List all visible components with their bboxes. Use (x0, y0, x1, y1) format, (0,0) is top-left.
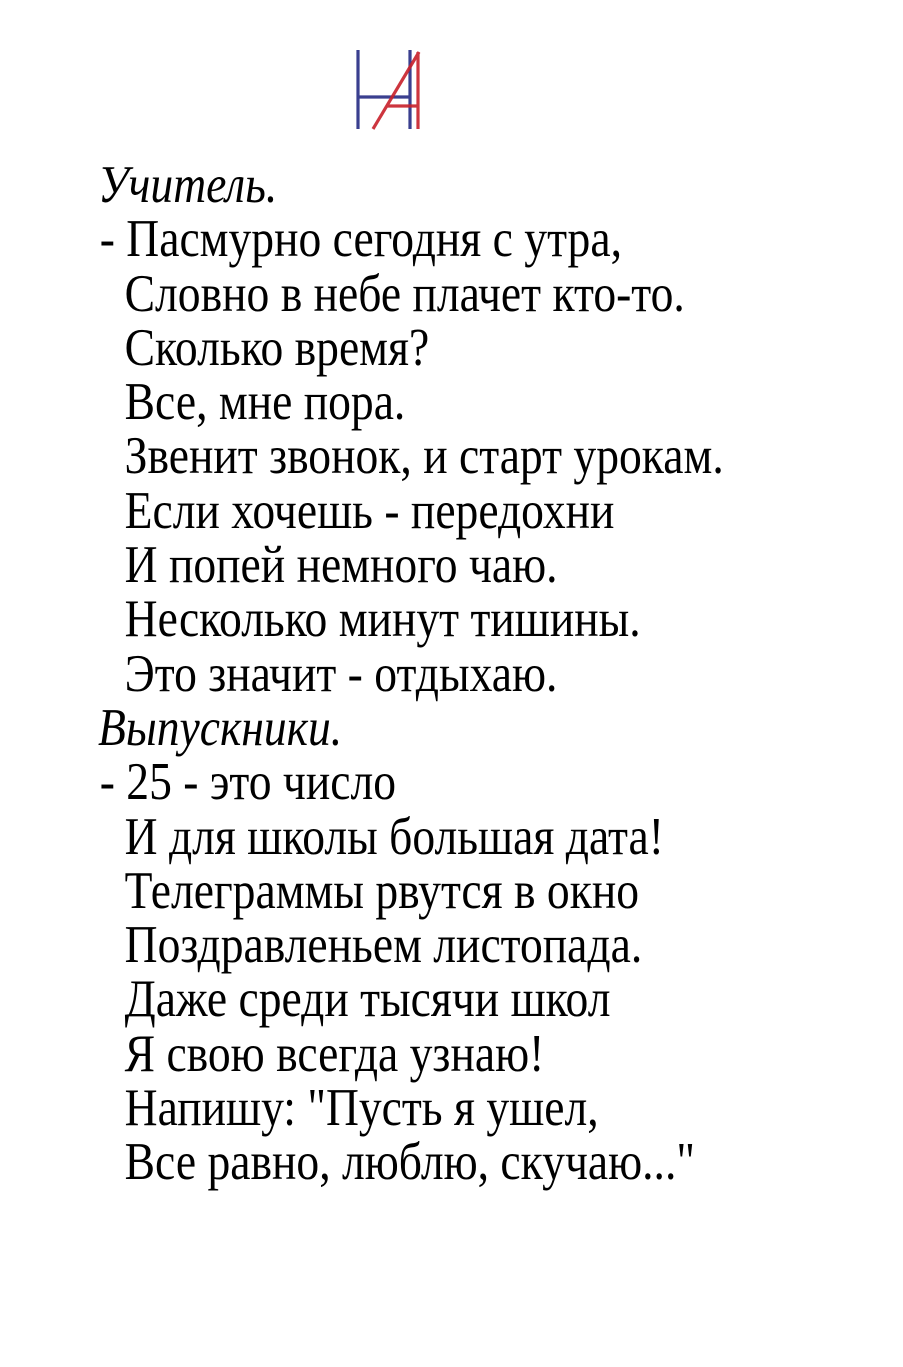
poem-line: Напишу: "Пусть я ушел, (124, 1079, 599, 1138)
poem-line: Даже среди тысячи школ (124, 970, 611, 1029)
poem-line: Все равно, люблю, скучаю..." (124, 1133, 695, 1192)
poem-line: - Пасмурно сегодня с утра, (99, 210, 622, 269)
poem-line: Я свою всегда узнаю! (124, 1024, 545, 1083)
poem-line: Поздравленьем листопада. (124, 916, 643, 975)
poem-line: Несколько минут тишины. (124, 590, 641, 649)
poem-line: - 25 - это число (99, 753, 396, 812)
speaker-label-teacher: Учитель. (98, 156, 278, 214)
poem (98, 158, 888, 1190)
poem-line: И для школы большая дата! (124, 807, 664, 866)
poem-line: Сколько время? (124, 318, 430, 377)
poem-line: Словно в небе плачет кто-то. (124, 264, 685, 323)
poem-line: Все, мне пора. (124, 373, 406, 432)
poem-line: Телеграммы рвутся в окно (124, 861, 640, 920)
poem-line: Если хочешь - передохни (124, 481, 615, 540)
poem-line: Это значит - отдыхаю. (124, 644, 558, 703)
poem-line: Звенит звонок, и старт урокам. (124, 427, 724, 486)
speaker-label-graduates: Выпускники. (98, 698, 343, 757)
poem-line: И попей немного чаю. (124, 536, 558, 595)
logo-monogram-icon (350, 45, 430, 135)
